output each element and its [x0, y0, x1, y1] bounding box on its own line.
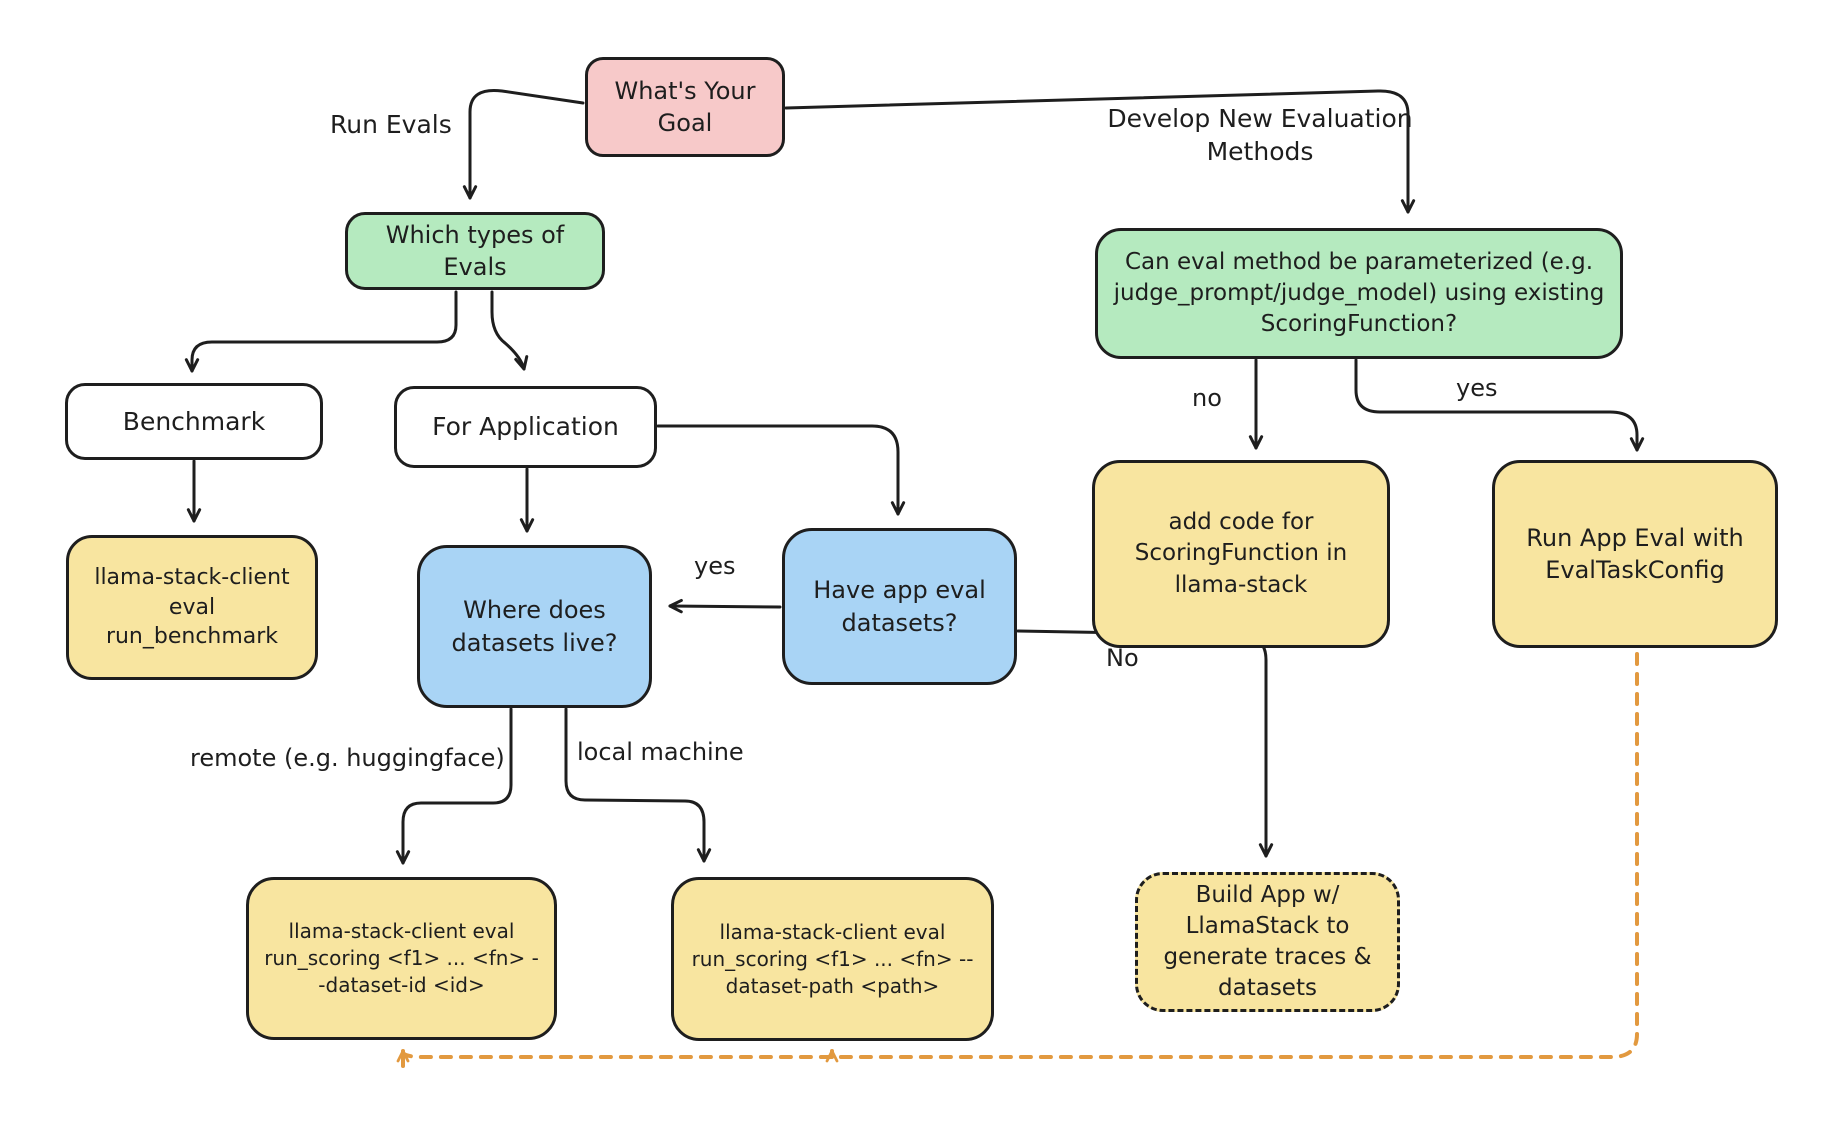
node-run-benchmark-cmd: llama-stack-client eval run_benchmark [66, 535, 318, 680]
node-build-app-dashed: Build App w/ LlamaStack to generate traces & datasets [1135, 872, 1400, 1012]
node-add-code-scoringfunction: add code for ScoringFunction in llama-stack [1092, 460, 1390, 648]
edge-where-datasets-to-scoring-path-local [566, 709, 704, 861]
edge-have-datasets-to-build-app-no [1018, 631, 1266, 856]
edge-label-no-have: No [1106, 644, 1139, 672]
node-for-application: For Application [394, 386, 657, 468]
node-which-types-of-evals: Which types of Evals [345, 212, 605, 290]
edge-have-datasets-to-where-datasets-yes [670, 606, 780, 607]
node-run-scoring-dataset-id: llama-stack-client eval run_scoring <f1> ... <fn> --dataset-id <id> [246, 877, 557, 1040]
node-benchmark: Benchmark [65, 383, 323, 460]
edge-label-remote: remote (e.g. huggingface) [190, 744, 505, 772]
edge-goal-to-which-types [470, 90, 583, 198]
node-run-app-eval: Run App Eval with EvalTaskConfig [1492, 460, 1778, 648]
edge-label-yes-param: yes [1456, 374, 1498, 402]
edge-label-develop-new: Develop New Evaluation Methods [1107, 104, 1413, 166]
node-whats-your-goal: What's Your Goal [585, 57, 785, 157]
edge-where-datasets-to-scoring-id-remote [403, 709, 511, 863]
node-run-scoring-dataset-path: llama-stack-client eval run_scoring <f1> ... <fn> --dataset-path <path> [671, 877, 994, 1041]
edge-for-application-to-have-datasets [658, 426, 898, 514]
edge-run-app-eval-feedback-dashed [403, 654, 1637, 1057]
edge-label-local: local machine [577, 738, 744, 766]
node-where-datasets-live: Where does datasets live? [417, 545, 652, 708]
edge-label-run-evals: Run Evals [330, 110, 452, 139]
edge-which-types-to-benchmark [192, 292, 456, 371]
node-have-app-eval-datasets: Have app eval datasets? [782, 528, 1017, 685]
edge-which-types-to-for-application [492, 292, 524, 369]
edge-label-no-param: no [1192, 384, 1222, 412]
edge-label-yes-have: yes [694, 552, 736, 580]
node-param-question: Can eval method be parameterized (e.g. judge_prompt/judge_model) using existing ScoringFunction? [1095, 228, 1623, 359]
